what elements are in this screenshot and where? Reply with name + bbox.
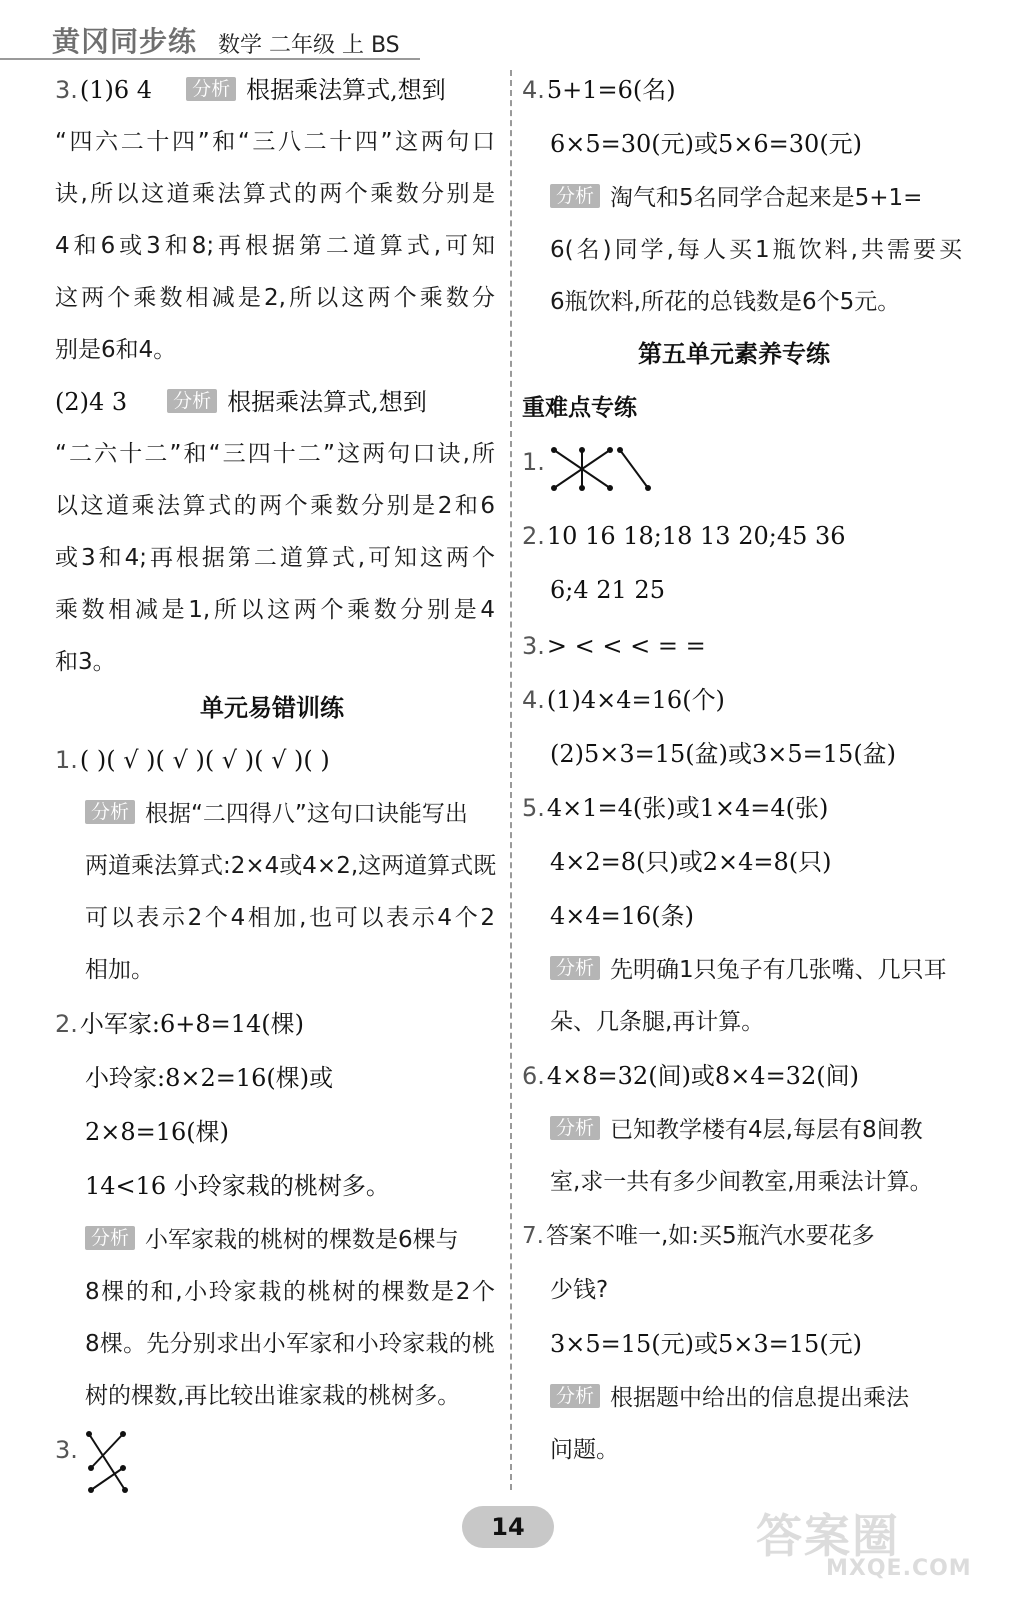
q3-part2-answer-line bbox=[55, 382, 427, 422]
k3-answer-line bbox=[522, 626, 706, 666]
question-number: 7. bbox=[522, 1223, 544, 1249]
column-divider bbox=[510, 70, 512, 1490]
q3-part2-analysis-line: 和3。 bbox=[55, 649, 116, 675]
k6-answer-text: 4×8=32(间)或8×4=32(间) bbox=[546, 1062, 859, 1090]
analysis-tag: 分析 bbox=[85, 800, 135, 824]
e2-answer-line: 14<16 小玲家栽的桃树多。 bbox=[85, 1172, 390, 1200]
e2-answer-text: 小军家:6+8=14(棵) bbox=[79, 1010, 305, 1038]
q3-part2-analysis-line: 乘数相减是1,所以这两个乘数分别是4 bbox=[55, 597, 495, 623]
analysis-tag: 分析 bbox=[85, 1226, 135, 1250]
e1-answer: ( )( √ )( √ )( √ )( √ )( ) bbox=[79, 746, 330, 774]
question-number: 3. bbox=[55, 1436, 78, 1464]
k2-answer-line bbox=[522, 516, 846, 556]
question-number: 2. bbox=[55, 1010, 78, 1038]
q3-part1-analysis-line: 诀,所以这道乘法算式的两个乘数分别是 bbox=[55, 181, 495, 207]
k7-answer-text: 答案不唯一,如:买5瓶汽水要花多 bbox=[545, 1223, 875, 1249]
q3-part1-analysis-line: “四六二十四”和“三八二十四”这两句口 bbox=[55, 129, 495, 155]
question-number: 4. bbox=[522, 686, 545, 714]
k7-answer-line: 3×5=15(元)或5×3=15(元) bbox=[550, 1330, 863, 1358]
k5-answer-line: 4×4=16(条) bbox=[550, 902, 695, 930]
k7-analysis-text: 根据题中给出的信息提出乘法 bbox=[610, 1385, 910, 1411]
k4-answer-line bbox=[522, 680, 725, 720]
q3-part2-analysis-line: 根据乘法算式,想到 bbox=[227, 388, 427, 416]
k6-analysis-text: 已知教学楼有4层,每层有8间教 bbox=[610, 1117, 923, 1143]
q3-part1-analysis-line: 根据乘法算式,想到 bbox=[246, 76, 446, 104]
question-number: 4. bbox=[522, 76, 545, 104]
analysis-tag: 分析 bbox=[550, 1116, 600, 1140]
r4-analysis-line bbox=[550, 178, 962, 218]
e1-analysis-line: 两道乘法算式:2×4或4×2,这两道算式既 bbox=[85, 853, 497, 879]
k2-answer-line: 6;4 21 25 bbox=[550, 576, 665, 604]
e2-analysis-line bbox=[85, 1220, 459, 1260]
r4-analysis-line: 6瓶饮料,所花的总钱数是6个5元。 bbox=[550, 289, 901, 315]
q3-part2-analysis-line: “二六十二”和“三四十二”这两句口诀,所 bbox=[55, 441, 495, 467]
analysis-tag: 分析 bbox=[167, 389, 217, 413]
e1-analysis-line: 相加。 bbox=[85, 957, 154, 983]
question-number: 1. bbox=[522, 448, 545, 476]
e2-analysis-text: 小军家栽的桃树的棵数是6棵与 bbox=[145, 1227, 459, 1253]
k2-answer-text: 10 16 18;18 13 20;45 36 bbox=[546, 522, 846, 550]
q3-part1-answer-line bbox=[55, 70, 446, 110]
header-rule bbox=[0, 58, 420, 60]
k5-answer-line: 4×2=8(只)或2×4=8(只) bbox=[550, 848, 832, 876]
analysis-tag: 分析 bbox=[550, 1384, 600, 1408]
question-number: 3. bbox=[522, 632, 545, 660]
question-number: 6. bbox=[522, 1062, 545, 1090]
k5-analysis-text: 先明确1只兔子有几张嘴、几只耳 bbox=[610, 957, 947, 983]
matching-lines-figure bbox=[548, 442, 658, 494]
e2-answer-line: 小玲家:8×2=16(棵)或 bbox=[85, 1064, 334, 1092]
e2-answer-line: 2×8=16(棵) bbox=[85, 1118, 230, 1146]
e2-answer-line bbox=[55, 1004, 304, 1044]
k5-analysis-line bbox=[550, 950, 962, 990]
r4-answer-text: 5+1=6(名) bbox=[546, 76, 676, 104]
subject-title: 数学 二年级 上 BS bbox=[218, 33, 400, 58]
e2-analysis-line: 8棵。先分别求出小军家和小玲家栽的桃 bbox=[85, 1331, 495, 1357]
section-title-unit-errors: 单元易错训练 bbox=[200, 694, 344, 722]
e1-analysis-line: 可以表示2个4相加,也可以表示4个2 bbox=[85, 905, 495, 931]
q3-part2-answer: (2)4 3 bbox=[55, 388, 128, 416]
question-number: 2. bbox=[522, 522, 545, 550]
e2-analysis-line: 8棵的和,小玲家栽的桃树的棵数是2个 bbox=[85, 1279, 495, 1305]
e3-answer-line bbox=[55, 1430, 80, 1470]
k6-analysis-line: 室,求一共有多少间教室,用乘法计算。 bbox=[550, 1169, 933, 1195]
analysis-tag: 分析 bbox=[550, 184, 600, 208]
k7-analysis-line bbox=[550, 1378, 962, 1418]
q3-part2-analysis-line: 以这道乘法算式的两个乘数分别是2和6 bbox=[55, 493, 495, 519]
k7-answer-line bbox=[522, 1216, 875, 1256]
q3-part2-analysis-line: 或3和4;再根据第二道算式,可知这两个 bbox=[55, 545, 495, 571]
k4-answer-text: (1)4×4=16(个) bbox=[546, 686, 725, 714]
r4-answer-line: 6×5=30(元)或5×6=30(元) bbox=[550, 130, 863, 158]
question-number: 3. bbox=[55, 76, 78, 104]
k6-analysis-line bbox=[550, 1110, 962, 1150]
e1-analysis-line bbox=[85, 794, 468, 834]
matching-lines-figure bbox=[83, 1428, 133, 1498]
subsection-title: 重难点专练 bbox=[522, 395, 637, 421]
k4-answer-line: (2)5×3=15(盆)或3×5=15(盆) bbox=[550, 740, 897, 768]
analysis-tag: 分析 bbox=[186, 77, 236, 101]
q3-part1-analysis-line: 别是6和4。 bbox=[55, 337, 177, 363]
k5-analysis-line: 朵、几条腿,再计算。 bbox=[550, 1009, 765, 1035]
question-number: 5. bbox=[522, 794, 545, 822]
k7-answer-line: 少钱? bbox=[550, 1277, 609, 1303]
e2-analysis-line: 树的棵数,再比较出谁家栽的桃树多。 bbox=[85, 1383, 461, 1409]
q3-part1-analysis-line: 4和6或3和8;再根据第二道算式,可知 bbox=[55, 233, 495, 259]
k7-analysis-line: 问题。 bbox=[550, 1437, 619, 1463]
page-number: 14 bbox=[462, 1506, 554, 1548]
section-title-unit5: 第五单元素养专练 bbox=[638, 340, 830, 368]
e1-analysis-text: 根据“二四得八”这句口诀能写出 bbox=[145, 801, 468, 827]
k3-answer-text: > < < < = = bbox=[546, 632, 706, 660]
brand-logo: 黄冈同步练 bbox=[52, 25, 198, 58]
r4-analysis-text: 淘气和5名同学合起来是5+1= bbox=[610, 185, 923, 211]
r4-answer-line bbox=[522, 70, 676, 110]
k6-answer-line bbox=[522, 1056, 859, 1096]
k5-answer-line bbox=[522, 788, 828, 828]
watermark-logo: 答案圈 bbox=[756, 1509, 900, 1563]
analysis-tag: 分析 bbox=[550, 956, 600, 980]
page-header bbox=[0, 0, 1016, 66]
watermark-url: MXQE.COM bbox=[826, 1556, 972, 1581]
r4-analysis-line: 6(名)同学,每人买1瓶饮料,共需要买 bbox=[550, 237, 962, 263]
q3-part1-answer: (1)6 4 bbox=[79, 76, 153, 104]
e1-answer-line bbox=[55, 740, 330, 780]
k5-answer-text: 4×1=4(张)或1×4=4(张) bbox=[546, 794, 829, 822]
q3-part1-analysis-line: 这两个乘数相减是2,所以这两个乘数分 bbox=[55, 285, 495, 311]
question-number: 1. bbox=[55, 746, 78, 774]
k1-answer-line bbox=[522, 442, 547, 482]
